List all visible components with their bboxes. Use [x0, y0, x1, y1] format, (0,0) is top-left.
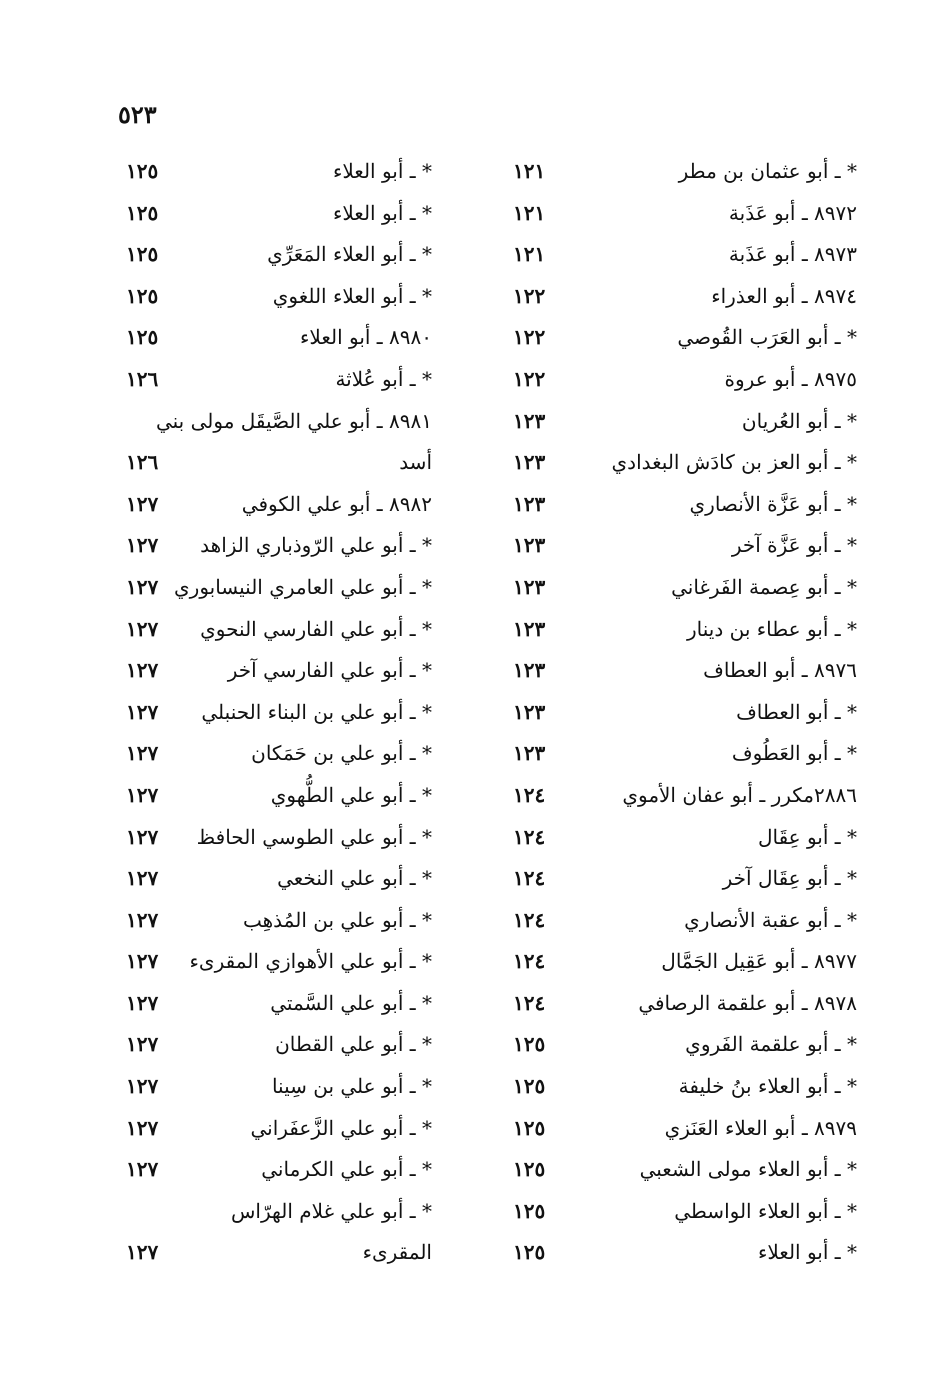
- index-entry: * ـ أبو العلاء مولى الشعبي: [639, 1157, 857, 1182]
- index-row: [485, 569, 905, 611]
- page-reference: ١٢٧: [126, 741, 159, 766]
- index-row: [70, 319, 490, 361]
- index-row: [70, 902, 490, 944]
- index-entry: * ـ أبو عِقَال آخر: [722, 866, 857, 891]
- page-reference: ١٢٥: [513, 1074, 546, 1099]
- index-row: [485, 1068, 905, 1110]
- page-reference: ١٢٧: [126, 824, 159, 849]
- page-reference: ١٢٥: [126, 200, 159, 225]
- index-row: [485, 527, 905, 569]
- index-row: [485, 403, 905, 445]
- index-entry: * ـ أبو علي بن سِينا: [271, 1074, 432, 1099]
- index-entry: * ـ أبو علي بن البناء الحنبلي: [201, 699, 432, 724]
- index-row: [485, 1110, 905, 1152]
- page-reference: ١٢١: [513, 200, 546, 225]
- index-row: [70, 694, 490, 736]
- page-reference: ١٢٣: [513, 658, 546, 683]
- index-entry: * ـ أبو العز بن كادَش البغدادي: [611, 450, 857, 475]
- page-reference: ١٢٥: [126, 283, 159, 308]
- index-entry: ٨٩٧٢ ـ أبو عَذَبة: [728, 200, 857, 225]
- index-row: [70, 527, 490, 569]
- page-reference: ١٢٧: [126, 491, 159, 516]
- page-reference: ١٢٥: [513, 1198, 546, 1223]
- index-row: [70, 236, 490, 278]
- page-reference: ١٢٣: [513, 699, 546, 724]
- index-row: [70, 860, 490, 902]
- right-column: [485, 153, 905, 1276]
- index-entry: * ـ أبو عِقَال: [757, 824, 857, 849]
- page-reference: ١٢٣: [513, 450, 546, 475]
- page-reference: ١٢٤: [513, 907, 546, 932]
- page-reference: ١٢٧: [126, 1074, 159, 1099]
- index-entry: * ـ أبو علي الطُّهوي: [270, 782, 432, 807]
- index-row: [485, 1193, 905, 1235]
- index-entry: المقرىء: [362, 1240, 432, 1265]
- index-entry: * ـ أبو العلاء الواسطي: [674, 1198, 857, 1223]
- index-entry: * ـ أبو علي الفارسي النحوي: [200, 616, 432, 641]
- index-row: [70, 943, 490, 985]
- index-row: [70, 444, 490, 486]
- left-column: [70, 153, 490, 1276]
- index-row: [485, 943, 905, 985]
- index-entry: * ـ أبو عثمان بن مطر: [678, 159, 857, 183]
- index-entry: * ـ أبو العلاء: [757, 1240, 857, 1265]
- index-entry: * ـ أبو عُلاثة: [335, 366, 432, 391]
- index-entry: * ـ أبو العَرَب القُوصي: [677, 325, 857, 350]
- index-entry: * ـ أبو علي الرّوذباري الزاهد: [200, 533, 432, 558]
- index-row: [70, 735, 490, 777]
- index-entry: أسد: [399, 450, 432, 475]
- index-entry: ٨٩٧٣ ـ أبو عَذَبة: [728, 242, 857, 267]
- index-row: [485, 652, 905, 694]
- index-entry: * ـ أبو العلاء: [332, 159, 432, 183]
- index-entry: ٨٩٧٩ ـ أبو العلاء العَنَزي: [664, 1115, 857, 1140]
- page-number: ٥٢٣: [118, 100, 157, 129]
- page-reference: ١٢٧: [126, 1115, 159, 1140]
- page-reference: ١٢٢: [513, 366, 546, 391]
- index-row: [70, 1234, 490, 1276]
- index-entry: * ـ أبو علي الأهوازي المقرىء: [189, 949, 432, 974]
- index-row: [485, 611, 905, 653]
- index-entry: * ـ أبو علي الكرماني: [261, 1157, 432, 1182]
- index-entry: * ـ أبو العَطُوف: [731, 741, 857, 766]
- page-reference: ١٢٧: [126, 533, 159, 558]
- index-row: [485, 236, 905, 278]
- index-row: [70, 611, 490, 653]
- page-reference: ١٢٧: [126, 658, 159, 683]
- page-reference: ١٢٤: [513, 824, 546, 849]
- page-reference: ١٢٧: [126, 574, 159, 599]
- page-reference: ١٢٧: [126, 949, 159, 974]
- index-row: [70, 777, 490, 819]
- index-entry: ٨٩٨٠ ـ أبو العلاء: [300, 325, 432, 350]
- index-entry: * ـ أبو علي غلام الهرّاس: [231, 1198, 432, 1223]
- index-row: [485, 735, 905, 777]
- index-entry: * ـ أبو علي الزَّعفَراني: [250, 1115, 432, 1140]
- index-row: [70, 486, 490, 528]
- index-entry: ٨٩٧٥ ـ أبو عروة: [724, 366, 857, 391]
- index-entry: ٢٨٨٦مكرر ـ أبو عفان الأموي: [622, 782, 857, 807]
- index-entry: * ـ أبو علي القطان: [275, 1032, 432, 1057]
- index-entry: * ـ أبو عقبة الأنصاري: [684, 907, 857, 932]
- page-reference: ١٢٥: [513, 1032, 546, 1057]
- page-reference: ١٢٧: [126, 990, 159, 1015]
- index-entry: * ـ أبو العلاء اللغوي: [272, 283, 432, 308]
- page-reference: ١٢٥: [513, 1240, 546, 1265]
- index-row: [485, 444, 905, 486]
- index-entry: ٨٩٧٨ ـ أبو علقمة الرصافي: [638, 990, 857, 1015]
- page-reference: ١٢٢: [513, 283, 546, 308]
- page-reference: ١٢٦: [126, 366, 159, 391]
- index-row: [485, 319, 905, 361]
- index-row: [485, 153, 905, 195]
- index-row: [70, 1026, 490, 1068]
- index-row: [70, 403, 490, 445]
- page-reference: ١٢٢: [513, 325, 546, 350]
- page-reference: ١٢٧: [126, 782, 159, 807]
- page-reference: ١٢٧: [126, 1240, 159, 1265]
- index-row: [70, 819, 490, 861]
- index-row: [70, 1151, 490, 1193]
- page-reference: ١٢٥: [126, 325, 159, 350]
- index-row: [70, 1068, 490, 1110]
- page-reference: ١٢٣: [513, 616, 546, 641]
- index-entry: * ـ أبو علي بن المُذهِب: [242, 907, 432, 932]
- page-reference: ١٢٣: [513, 574, 546, 599]
- index-row: [485, 777, 905, 819]
- page-reference: ١٢٥: [126, 159, 159, 183]
- page-reference: ١٢٤: [513, 866, 546, 891]
- index-row: [485, 1151, 905, 1193]
- page-reference: ١٢٧: [126, 866, 159, 891]
- index-row: [485, 278, 905, 320]
- index-entry: ٨٩٨٢ ـ أبو علي الكوفي: [241, 491, 432, 516]
- page-reference: ١٢٣: [513, 491, 546, 516]
- index-row: [485, 819, 905, 861]
- index-row: [70, 361, 490, 403]
- page-reference: ١٢٧: [126, 1032, 159, 1057]
- index-row: [485, 361, 905, 403]
- page-reference: ١٢٦: [126, 450, 159, 475]
- page-reference: ١٢٤: [513, 782, 546, 807]
- index-row: [70, 195, 490, 237]
- index-row: [70, 1193, 490, 1235]
- index-entry: ٨٩٧٤ ـ أبو العذراء: [711, 283, 857, 308]
- index-row: [70, 278, 490, 320]
- page-reference: ١٢٣: [513, 533, 546, 558]
- index-entry: * ـ أبو العلاء: [332, 200, 432, 225]
- index-row: [70, 985, 490, 1027]
- index-entry: * ـ أبو العلاء المَعَرِّي: [267, 242, 432, 267]
- page-reference: ١٢٣: [513, 408, 546, 433]
- index-row: [70, 153, 490, 195]
- index-entry: * ـ أبو عطاء بن دينار: [687, 616, 857, 641]
- index-entry: ٨٩٧٦ ـ أبو العطاف: [703, 658, 857, 683]
- index-row: [70, 569, 490, 611]
- index-entry: * ـ أبو عَزَّة آخر: [731, 533, 857, 558]
- page-reference: ١٢٥: [126, 242, 159, 267]
- index-entry: * ـ أبو عَزَّة الأنصاري: [689, 491, 857, 516]
- page-reference: ١٢١: [513, 159, 546, 183]
- index-entry: * ـ أبو علي الفارسي آخر: [227, 658, 432, 683]
- page-reference: ١٢٧: [126, 616, 159, 641]
- index-entry: ٨٩٨١ ـ أبو علي الصَّيقَل مولى بني: [155, 408, 432, 433]
- page-reference: ١٢٧: [126, 1157, 159, 1182]
- index-entry: * ـ أبو العلاء بنُ خليفة: [678, 1074, 857, 1099]
- index-entry: * ـ أبو العطاف: [736, 699, 857, 724]
- index-row: [485, 860, 905, 902]
- page-reference: ١٢٥: [513, 1157, 546, 1182]
- index-entry: * ـ أبو علي العامري النيسابوري: [174, 574, 432, 599]
- index-row: [485, 694, 905, 736]
- index-row: [70, 652, 490, 694]
- page-reference: ١٢٣: [513, 741, 546, 766]
- page-reference: ١٢٧: [126, 907, 159, 932]
- page-reference: ١٢١: [513, 242, 546, 267]
- index-row: [485, 195, 905, 237]
- index-entry: * ـ أبو علي بن حَمَكان: [251, 741, 432, 766]
- index-entry: * ـ أبو علي الطوسي الحافظ: [196, 824, 432, 849]
- page-reference: ١٢٤: [513, 990, 546, 1015]
- index-row: [485, 1026, 905, 1068]
- page-reference: ١٢٥: [513, 1115, 546, 1140]
- index-entry: ٨٩٧٧ ـ أبو عَقِيل الجَمَّال: [661, 949, 857, 974]
- page-reference: ١٢٧: [126, 699, 159, 724]
- index-entry: * ـ أبو علقمة الفَروي: [685, 1032, 857, 1057]
- index-entry: * ـ أبو عِصمة الفَرغاني: [671, 574, 857, 599]
- index-row: [485, 902, 905, 944]
- index-row: [485, 985, 905, 1027]
- index-row: [70, 1110, 490, 1152]
- index-entry: * ـ أبو علي السَّمتي: [270, 990, 432, 1015]
- index-row: [485, 1234, 905, 1276]
- index-row: [485, 486, 905, 528]
- page-reference: ١٢٤: [513, 949, 546, 974]
- index-entry: * ـ أبو علي النخعي: [277, 866, 432, 891]
- index-entry: * ـ أبو العُريان: [741, 408, 857, 433]
